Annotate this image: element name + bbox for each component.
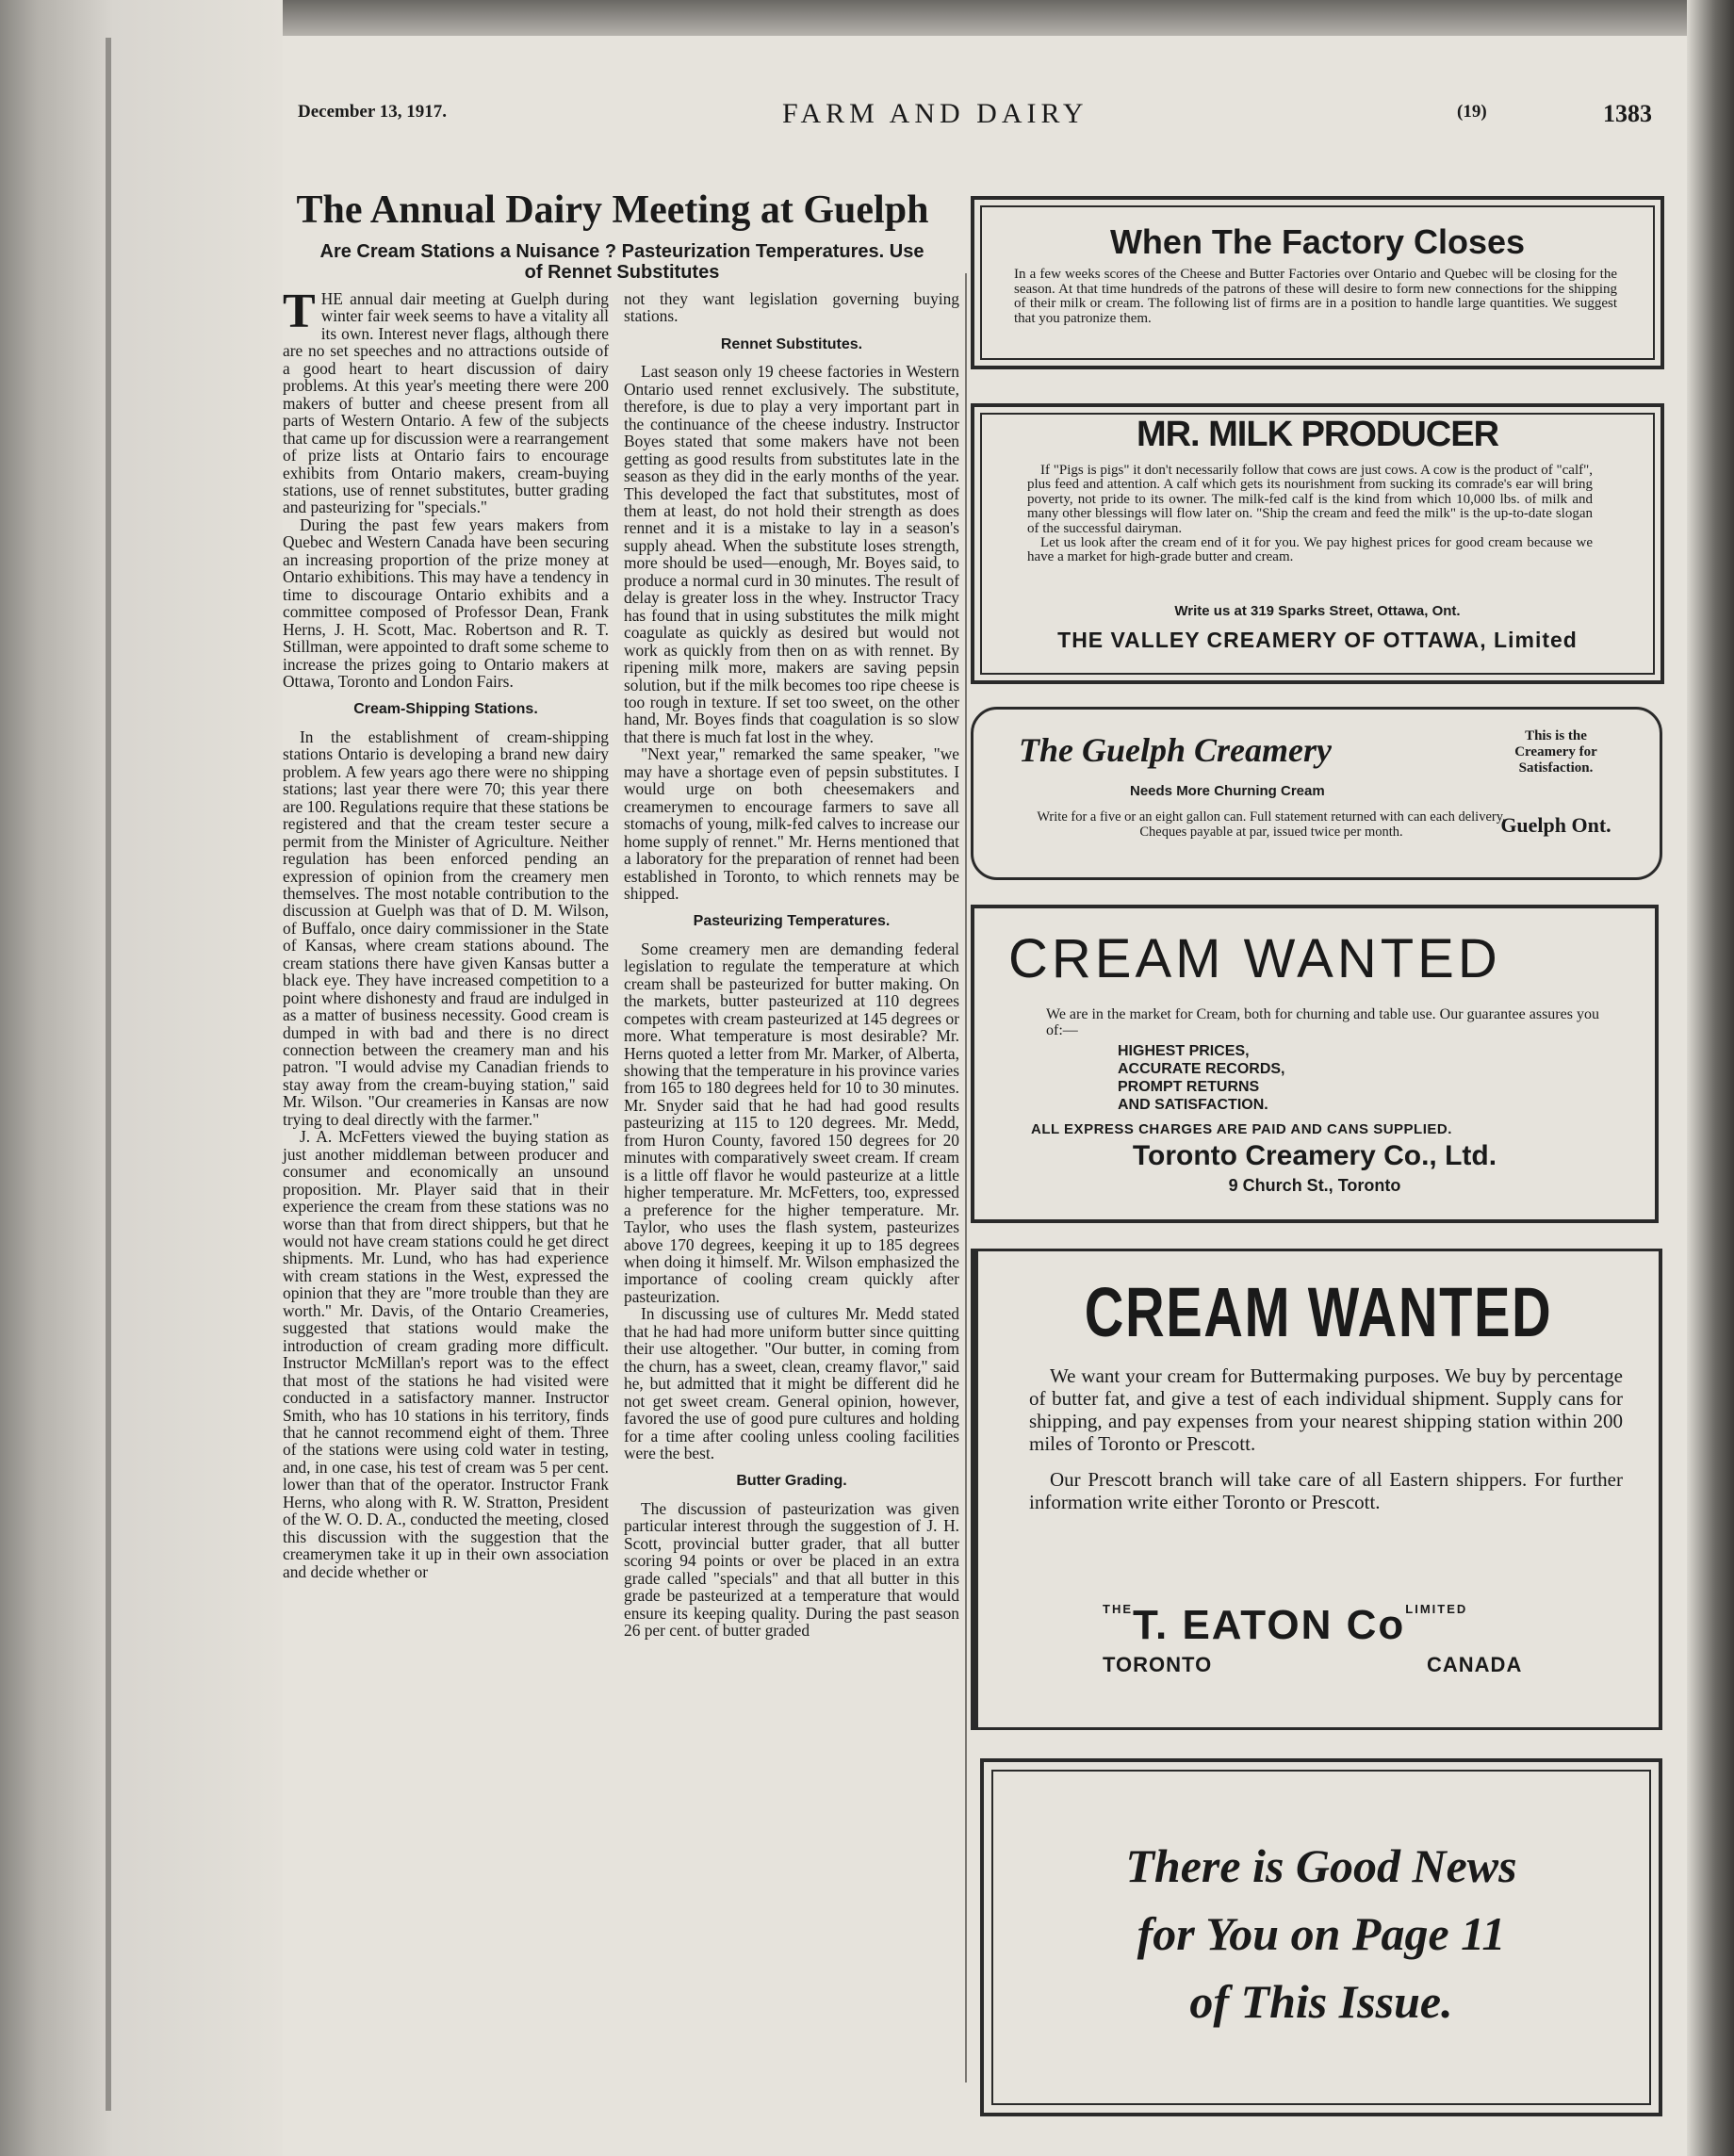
ad-subtitle: Needs More Churning Cream: [1130, 783, 1325, 799]
list-item: AND SATISFACTION.: [1118, 1097, 1268, 1113]
paragraph: [283, 285, 609, 517]
section-heading: Cream-Shipping Stations.: [353, 701, 538, 718]
good-news-message: [984, 1832, 1659, 2035]
logo-country: CANADA: [1427, 1653, 1523, 1676]
issue-date: December 13, 1917.: [298, 102, 447, 122]
masthead: FARM AND DAIRY: [782, 98, 1088, 129]
ad-paragraph: We want your cream for Buttermaking purposes. We buy by percentage of butter fat, and give a test of each individual shipment. Supply cans for shipping, and pay expenses from your nearest shipping station within 200 miles of Toronto or Prescott.: [1029, 1364, 1623, 1455]
paragraph: In discussing use of cultures Mr. Medd stated that he had had more uniform butter since quitting their use altogether. "Our butter, in coming from the churn, has a sweet, clean, creamy flavor," said he, but admitted that it might be different did he not get sweet cream. General opinion, however, favored the use of good pure cultures and holding for a time after cooling unless cooling facilities were the best.: [624, 1304, 959, 1462]
ad-address: 9 Church St., Toronto: [1228, 1176, 1401, 1195]
section-heading: Pasteurizing Temperatures.: [693, 913, 891, 930]
section-heading: Butter Grading.: [736, 1473, 847, 1490]
section-page-number: (19): [1457, 102, 1487, 122]
article-column-2: [624, 290, 959, 1640]
ad-factory-closes: [971, 196, 1664, 369]
ad-firm-name: THE VALLEY CREAMERY OF OTTAWA, Limited: [1057, 628, 1578, 652]
message-line: of This Issue.: [1189, 1975, 1453, 2028]
list-item: PROMPT RETURNS: [1118, 1079, 1260, 1095]
ad-guelph-creamery: [971, 707, 1662, 880]
paragraph: "Next year," remarked the same speaker, "we may have a shortage even of pepsin substitutes. I would urge on both cheesemakers and creamerymen to encourage farmers to save all stomachs of young, milk-fed calves to increase our home supply of rennet." Mr. Herns mentioned that a laboratory for the preparation of rennet had been established in Toronto, to which rennets may be shipped.: [624, 744, 959, 903]
ad-toronto-creamery: [971, 905, 1659, 1223]
ad-body: [1027, 464, 1593, 565]
message-line: There is Good News: [1125, 1839, 1517, 1892]
ad-paragraph: Our Prescott branch will take care of all Eastern shippers. For further information write either Toronto or Prescott.: [1029, 1468, 1623, 1513]
paragraph: In the establishment of cream-shipping stations Ontario is developing a brand new dairy problem. A few years ago there were no shipping stations; last year there were 70; this year there are 100. Regulations require that these stations be registered and that the cream tester secure a permit from the Minister of Agriculture. Neither regulation has been enforced pending an expression of opinion from the creamery men themselves. The most notable contribution to the discussion at Guelph was that of D. M. Wilson, of Buffalo, once dairy commissioner in the State of Kansas, where cream stations abound. The cream stations there have given Kansas butter a black eye. They have increased competition to a point where dishonesty and fraud are indulged in as a matter of business necessity. Good cream is dumped in with bad and there is no direct connection between the creamery man and his patron. "I would advise my Canadian friends to stay away from the cream-buying station," said Mr. Wilson. "Our creameries in Kansas are now trying to deal directly with the farmer.": [283, 727, 609, 1129]
ad-location: Guelph Ont.: [1500, 813, 1611, 837]
good-news-box: [980, 1758, 1662, 2116]
drop-cap: T: [283, 285, 316, 338]
paragraph: not they want legislation governing buying stations.: [624, 289, 959, 326]
ad-guarantee-list: [1118, 1042, 1284, 1114]
ad-eaton-cream-wanted: [971, 1249, 1662, 1730]
list-item: HIGHEST PRICES,: [1118, 1043, 1250, 1059]
paragraph: Last season only 19 cheese factories in Western Ontario used rennet exclusively. The substitute, therefore, is due to play a very important part in the continuance of the cheese industry. Instructor Boyes stated that some makers have not been getting as good results from substitutes late in the season as they did in the early months of the year. This developed the fact that substitutes, most of them at least, do not hold their strength as does rennet and it is a mistake to lay in a season's supply ahead. When the substitute loses strength, more should be used—enough, Mr. Boyes said, to produce a normal curd in 30 minutes. The result of delay is greater loss in the whey. Instructor Tracy has found that in using substitutes the milk might coagulate as quickly as desired but would not work as quickly from then on as with rennet. By ripening milk more, makers are saving pepsin solution, but if the milk becomes too ripe cheese is too rough in texture. If set too sweet, on the other hand, Mr. Boyes finds that coagulation is so slow that there is much fat lost in the whey.: [624, 362, 959, 746]
ad-firm-name: Toronto Creamery Co., Ltd.: [1132, 1140, 1497, 1171]
paragraph: The discussion of pasteurization was given particular interest through the suggestion of J. H. Scott, provincial butter grader, that all butter scoring 94 points or over be placed in an extra grade called "specials" and that all butter in this grade be pasteurized at a temperature that would ensure its keeping quality. During the past season 26 per cent. of butter graded: [624, 1498, 959, 1641]
ad-charges-note: ALL EXPRESS CHARGES ARE PAID AND CANS SUPPLIED.: [1031, 1121, 1452, 1137]
ad-tagline: This is the Creamery for Satisfaction.: [1514, 728, 1597, 776]
ad-title: CREAM WANTED: [1084, 1273, 1553, 1351]
list-item: ACCURATE RECORDS,: [1118, 1061, 1285, 1077]
ad-title: MR. MILK PRODUCER: [1136, 415, 1499, 454]
logo-limited: LIMITED: [1405, 1602, 1468, 1616]
message-line: for You on Page 11: [1137, 1907, 1506, 1960]
eaton-logo: [1103, 1602, 1467, 1649]
ad-body: Write for a five or an eight gallon can. Full statement returned with can each delivery. Cheques payable at par, issued twice per month.: [1037, 809, 1506, 840]
paragraph: Some creamery men are demanding federal legislation to regulate the temperature at which cream shall be pasteurized for butter making. On the markets, butter pasteurized at 110 degrees competes with cream pasteurized at 145 degrees or more. What temperature is most desirable? Mr. Herns quoted a letter from Mr. Marker, of Alberta, showing that the temperature in his province varies from 165 to 180 degrees held for 10 to 30 minutes. Mr. Snyder said that he had had good results pasteurizing at 115 to 120 degrees. Mr. Medd, from Huron County, favored 150 degrees for 20 minutes with comparatively sweet cream. If cream is a little off flavor he would pasteurize at a little higher temperature. Mr. McFetters, too, expressed a preference for the higher temperature. Mr. Taylor, who uses the flash system, pasteurizes above 170 degrees, keeping it up to 185 degrees when doing it himself. Mr. Wilson emphasized the importance of cooling cream quickly after pasteurization.: [624, 939, 959, 1306]
column-divider: [965, 273, 967, 2082]
article-subtitle: Are Cream Stations a Nuisance ? Pasteurization Temperatures. Use of Rennet Substitutes: [319, 241, 924, 283]
article-title: The Annual Dairy Meeting at Guelph: [296, 188, 929, 232]
ad-body: In a few weeks scores of the Cheese and Butter Factories over Ontario and Quebec will be closing for the season. At that time hundreds of the patrons of these will desire to form new connections for the shipping of their milk or cream. The following list of firms are in a position to handle large quantities. We suggest that you patronize them.: [1014, 267, 1617, 326]
paragraph: J. A. McFetters viewed the buying station as just another middleman between producer and consumer and economically an unsound proposition. Mr. Player said that in their experience the cream from these stations was no worse than that from direct shippers, but that he would not have cream stations could he get direct shipments. Mr. Lund, who has had experience with cream stations in the West, expressed the opinion that they are "more trouble than they are worth." Mr. Davis, of the Ontario Creameries, suggested that stations would make the introduction of cream grading more difficult. Instructor McMillan's report was to the effect that most of the stations he had visited were conducted in a satisfactory manner. Instructor Smith, who has 10 stations in his territory, finds that he cannot recommend eight of them. Three of the stations were using cold water in testing, and, in one case, his test of cream was 5 per cent. lower than that of the operator. Instructor Frank Herns, who along with R. W. Stratton, President of the W. O. D. A., conducted the meeting, closed this discussion with the suggestion that the creamerymen take it up in their own association and decide whether or: [283, 1127, 609, 1581]
page-number: 1383: [1603, 100, 1652, 127]
paragraph: During the past few years makers from Quebec and Western Canada have been securing an increasing proportion of the prize money at Ontario exhibitions. This may have a tendency in time to discourage Ontario exhibits and a committee composed of Professor Dean, Frank Herns, J. H. Scott, Mac. Robertson and R. T. Stillman, were appointed to draft some scheme to increase the prizes going to Ontario makers at Ottawa, Toronto and London Fairs.: [283, 514, 609, 691]
logo-the: THE: [1103, 1602, 1133, 1616]
article-column-1: [283, 285, 609, 1581]
ad-milk-producer: [971, 403, 1664, 684]
logo-city: TORONTO: [1103, 1653, 1213, 1676]
ad-body: [1029, 1364, 1623, 1527]
page-header: [298, 98, 1664, 139]
paragraph-text: HE annual dair meeting at Guelph during winter fair week seems to have a vitality all its own. Interest never flags, although there are no set speeches and no attractions outside of a good heart to heart discussion of dairy problems. At this year's meeting there were 200 makers of butter and cheese present from all parts of Western Ontario. A few of the subjects that came up for discussion were a rearrangement of prize lists at Ontario fairs to encourage exhibits from Ontario makers, cream-buying stations, use of rennet substitutes, butter grading and pasteurizing for "specials.": [283, 289, 609, 517]
ad-paragraph: If "Pigs is pigs" it don't necessarily follow that cows are just cows. A cow is the product of "calf", plus feed and attention. A calf which gets its nourishment from sucking its comrade's ear will bring poverty, not pride to its owner. The milk-fed calf is the kind from which 10,000 lbs. of milk and many other blessings will flow later on. "Ship the cream and feed the milk" is the up-to-date slogan of the successful dairyman.: [1027, 463, 1593, 536]
page-right-edge: [1687, 0, 1734, 2156]
ad-title: The Guelph Creamery: [1019, 731, 1332, 769]
left-margin-gutter: [0, 0, 283, 2156]
section-heading: Rennet Substitutes.: [720, 335, 863, 352]
ad-paragraph: Let us look after the cream end of it for you. We pay highest prices for good cream because we have a market for high-grade butter and cream.: [1027, 535, 1593, 565]
logo-text: T. EATON Co: [1133, 1602, 1406, 1648]
ad-body: We are in the market for Cream, both for churning and table use. Our guarantee assures you of:—: [1046, 1006, 1599, 1038]
ad-title: CREAM WANTED: [1008, 928, 1501, 989]
ad-address: Write us at 319 Sparks Street, Ottawa, Ont.: [1174, 603, 1461, 619]
page-fold: [106, 38, 111, 2111]
ad-title: When The Factory Closes: [1109, 222, 1526, 261]
